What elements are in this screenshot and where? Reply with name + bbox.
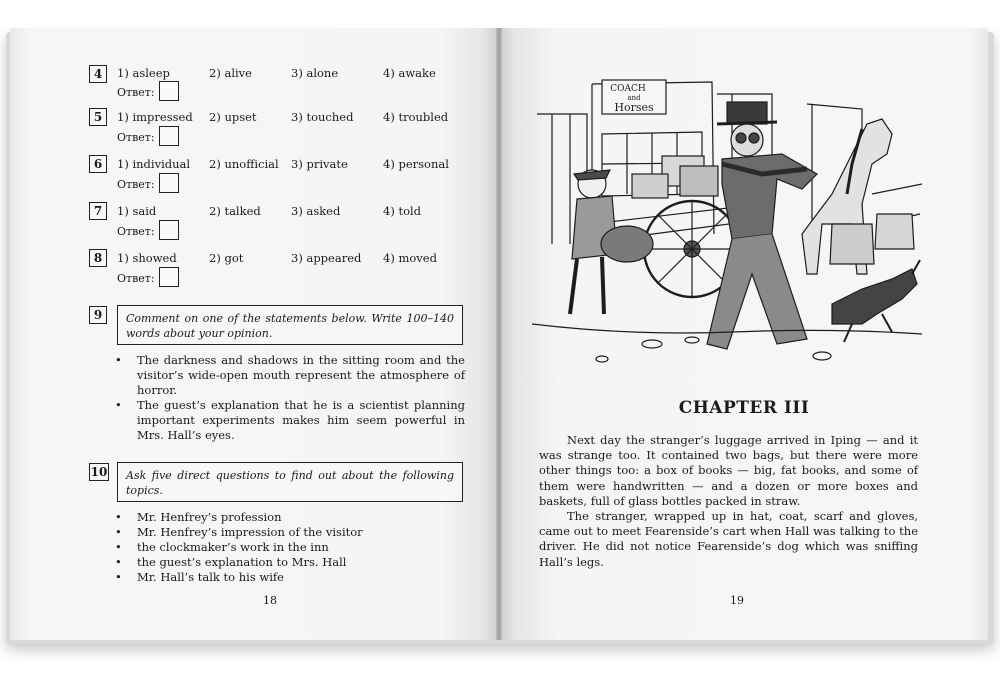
option: 1) showed bbox=[117, 251, 177, 265]
option: 2) talked bbox=[209, 204, 261, 218]
option: 4) awake bbox=[383, 66, 436, 80]
chapter-body bbox=[539, 433, 918, 570]
answer-box[interactable] bbox=[159, 267, 179, 287]
option: 1) individual bbox=[117, 157, 191, 171]
question-number: 5 bbox=[89, 108, 107, 126]
answer-label: Ответ: bbox=[117, 178, 155, 191]
option: 3) appeared bbox=[291, 251, 362, 265]
list-item: • Mr. Henfrey’s impression of the visitor bbox=[115, 525, 465, 540]
option: 3) asked bbox=[291, 204, 341, 218]
list-item: • the guest’s explanation to Mrs. Hall bbox=[115, 555, 465, 570]
question-number: 7 bbox=[89, 202, 107, 220]
option: 3) touched bbox=[291, 110, 354, 124]
option: 4) personal bbox=[383, 157, 449, 171]
answer-box[interactable] bbox=[159, 81, 179, 101]
answer-label: Ответ: bbox=[117, 272, 155, 285]
sign-word: and bbox=[627, 94, 641, 102]
list-item: • Mr. Hall’s talk to his wife bbox=[115, 570, 465, 585]
list-item: • The guest’s explanation that he is a scientist planning important experiments makes him seem powerful in Mrs. Hall’s eyes. bbox=[115, 398, 465, 443]
option: 2) upset bbox=[209, 110, 257, 124]
task-9-number: 9 bbox=[89, 306, 107, 324]
option: 3) private bbox=[291, 157, 348, 171]
option: 1) said bbox=[117, 204, 157, 218]
task-9-bullets bbox=[115, 353, 465, 443]
page-number-right: 19 bbox=[730, 594, 744, 607]
chapter-title: CHAPTER III bbox=[678, 398, 810, 418]
option: 2) unofficial bbox=[209, 157, 279, 171]
sign-word: Horses bbox=[614, 101, 654, 114]
option: 4) told bbox=[383, 204, 422, 218]
list-item: • the clockmaker’s work in the inn bbox=[115, 540, 465, 555]
option: 1) asleep bbox=[117, 66, 170, 80]
list-item: • Mr. Henfrey’s profession bbox=[115, 510, 465, 525]
book-spine bbox=[496, 28, 502, 640]
option: 2) alive bbox=[209, 66, 252, 80]
task-9-instruction: Comment on one of the statements below. Write 100–140 words about your opinion. bbox=[117, 305, 463, 345]
option: 3) alone bbox=[291, 66, 339, 80]
answer-label: Ответ: bbox=[117, 131, 155, 144]
option: 1) impressed bbox=[117, 110, 193, 124]
question-number: 4 bbox=[89, 65, 107, 83]
paragraph: The stranger, wrapped up in hat, coat, scarf and gloves, came out to meet Fearenside’s cart when Hall was talking to the driver. He did not notice Fearenside’s dog which was sniffing Hall’s legs. bbox=[539, 509, 918, 569]
answer-label: Ответ: bbox=[117, 225, 155, 238]
paragraph: Next day the stranger’s luggage arrived in Iping — and it was strange too. It contained two bags, but there were more other things too: a box of books — big, fat books, and some of them were handwritten — and a dozen or more boxes and baskets, full of glass bottles packed in straw. bbox=[539, 433, 918, 508]
question-number: 6 bbox=[89, 155, 107, 173]
task-10-number: 10 bbox=[90, 465, 108, 479]
chapter-illustration bbox=[532, 74, 922, 374]
option: 4) moved bbox=[383, 251, 437, 265]
page-number-left: 18 bbox=[263, 594, 277, 607]
task-10-bullets bbox=[115, 510, 465, 585]
answer-box[interactable] bbox=[159, 126, 179, 146]
answer-box[interactable] bbox=[159, 220, 179, 240]
answer-label: Ответ: bbox=[117, 86, 155, 99]
question-number: 8 bbox=[89, 249, 107, 267]
option: 2) got bbox=[209, 251, 244, 265]
list-item: • The darkness and shadows in the sitting room and the visitor’s wide-open mouth represent the atmosphere of horror. bbox=[115, 353, 465, 398]
answer-box[interactable] bbox=[159, 173, 179, 193]
sign-word: COACH bbox=[610, 84, 646, 94]
option: 4) troubled bbox=[383, 110, 449, 124]
task-10-instruction: Ask five direct questions to find out about the following topics. bbox=[117, 462, 463, 502]
